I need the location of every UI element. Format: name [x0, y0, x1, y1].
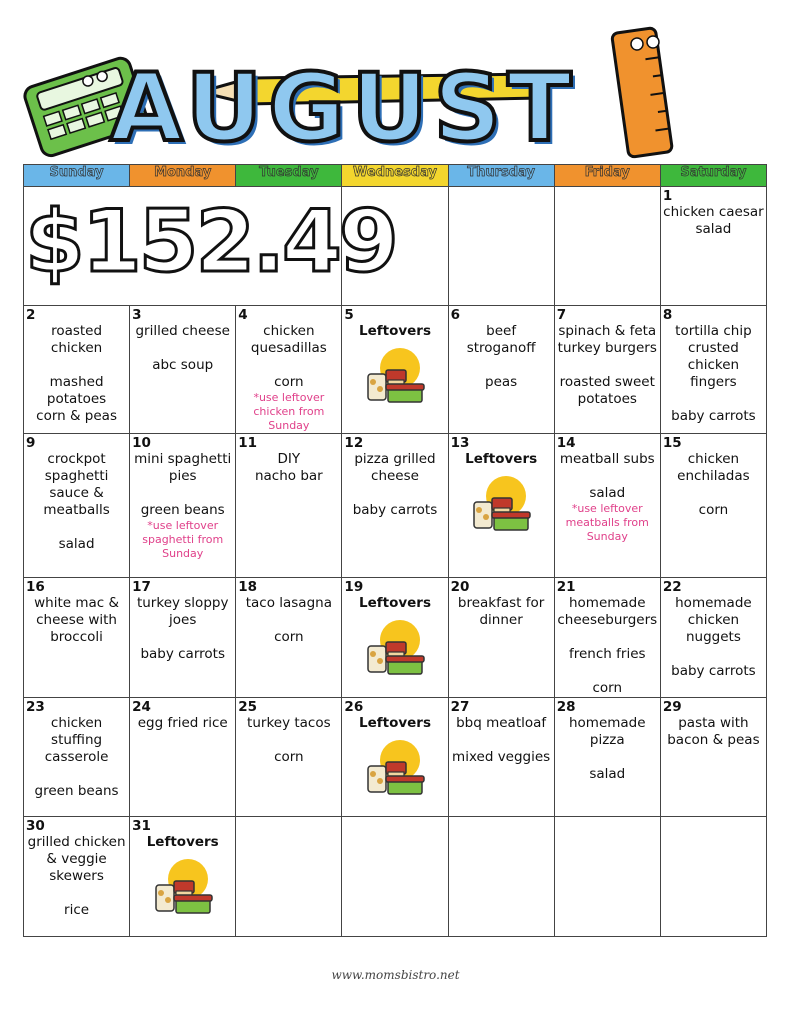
day-cell-2[interactable] [24, 306, 130, 434]
day-cell-18[interactable] [236, 578, 342, 698]
monthly-cost-cell [24, 187, 396, 306]
meal-item: peas [485, 374, 518, 390]
meal-item: salad [589, 485, 626, 501]
meal-item: homemade pizza [568, 715, 646, 748]
weekday-friday: Friday [554, 165, 660, 187]
meal-item: baby carrots [671, 663, 756, 679]
meal-list [236, 306, 341, 433]
meal-item: baby carrots [352, 502, 438, 518]
day-number: 13 [450, 435, 470, 451]
day-number: 16 [26, 579, 45, 595]
meal-list [342, 187, 447, 204]
day-number: 24 [132, 699, 151, 715]
week-row [24, 306, 767, 434]
meal-item: turkey tacos [247, 715, 331, 731]
weekday-tuesday: Tuesday [236, 165, 342, 187]
weekday-saturday: Saturday [660, 165, 766, 187]
leftovers-food-icon [364, 344, 426, 406]
day-number: 7 [556, 307, 567, 323]
day-cell-3[interactable] [130, 306, 236, 434]
empty-day-cell [342, 187, 448, 306]
empty-day-cell [236, 817, 342, 937]
meal-item: homemade chicken nuggets [675, 595, 752, 645]
day-number: 29 [662, 699, 682, 715]
day-number: 11 [238, 435, 258, 451]
day-number: 12 [344, 435, 364, 451]
day-number: 25 [238, 699, 258, 715]
meal-item: mashed potatoes corn & peas [36, 374, 117, 424]
leftovers-label: Leftovers [358, 323, 431, 339]
meal-item: salad [58, 536, 95, 552]
leftovers-food-icon [364, 736, 426, 798]
meal-item: spinach & feta turkey burgers [557, 323, 657, 356]
day-cell-8[interactable] [660, 306, 766, 434]
meal-item: french fries [569, 646, 646, 662]
meal-item: tortilla chip crusted chicken fingers [675, 323, 752, 390]
meal-item: white mac & cheese with broccoli [34, 595, 120, 645]
day-number: 17 [132, 579, 151, 595]
day-cell-28[interactable] [554, 698, 660, 817]
meal-item: crockpot spaghetti sauce & meatballs [43, 451, 110, 518]
meal-item: bbq meatloaf [456, 715, 547, 731]
day-cell-23[interactable] [24, 698, 130, 817]
day-number: 19 [344, 579, 364, 595]
footer-watermark: www.momsbistro.net [331, 968, 460, 982]
meal-item: rice [64, 902, 90, 918]
meal-item: chicken quesadillas [250, 323, 327, 356]
week-row [24, 187, 767, 306]
empty-day-cell [448, 817, 554, 937]
leftover-note: *use leftover chicken from Sunday [253, 391, 325, 432]
day-cell-15[interactable] [660, 434, 766, 578]
week-row [24, 434, 767, 578]
day-number: 5 [344, 307, 354, 323]
empty-day-cell [342, 817, 448, 937]
meal-item: chicken enchiladas [677, 451, 750, 484]
day-cell-22[interactable] [660, 578, 766, 698]
meal-list [236, 817, 341, 834]
weekday-thursday: Thursday [448, 165, 554, 187]
day-cell-24[interactable] [130, 698, 236, 817]
calendar-body [24, 187, 767, 937]
day-cell-31[interactable] [130, 817, 236, 937]
meal-item: grilled cheese [135, 323, 230, 339]
meal-item: pizza grilled cheese [354, 451, 436, 484]
header-banner [0, 0, 791, 163]
meal-item: egg fried rice [137, 715, 228, 731]
leftovers-food-icon [470, 472, 532, 534]
day-number: 21 [556, 579, 576, 595]
weekday-wednesday: Wednesday [342, 165, 448, 187]
leftover-note: *use leftover meatballs from Sunday [565, 502, 649, 543]
day-number: 1 [662, 188, 673, 204]
meal-list [24, 306, 129, 425]
day-number: 30 [26, 818, 45, 834]
meal-item: mini spaghetti pies [134, 451, 232, 484]
calendar-grid [23, 164, 767, 937]
meal-list [130, 434, 235, 561]
meal-list [449, 817, 554, 834]
total-cost-text: $152.49 [25, 192, 396, 292]
meal-item: chicken caesar salad [663, 204, 764, 237]
day-number: 28 [556, 699, 576, 715]
leftover-note: *use leftover spaghetti from Sunday [142, 519, 224, 560]
day-cell-16[interactable] [24, 578, 130, 698]
empty-day-cell [554, 187, 660, 306]
meal-item: beef stroganoff [466, 323, 536, 356]
day-cell-5[interactable] [342, 306, 448, 434]
day-cell-30[interactable] [24, 817, 130, 937]
meal-list [449, 306, 554, 391]
meal-list [449, 187, 554, 204]
day-cell-27[interactable] [448, 698, 554, 817]
day-number: 2 [26, 307, 36, 323]
weekday-sunday: Sunday [24, 165, 130, 187]
day-cell-29[interactable] [660, 698, 766, 817]
meal-list [342, 817, 447, 834]
week-row [24, 817, 767, 937]
meal-item: grilled chicken & veggie skewers [27, 834, 126, 884]
meal-item: corn [274, 629, 304, 645]
day-number: 14 [556, 435, 576, 451]
day-number: 27 [450, 699, 470, 715]
empty-day-cell [448, 187, 554, 306]
meal-list [342, 306, 447, 406]
day-number: 31 [132, 818, 151, 834]
meal-item: turkey sloppy joes [136, 595, 229, 628]
day-number: 23 [26, 699, 45, 715]
day-cell-19[interactable] [342, 578, 448, 698]
day-cell-6[interactable] [448, 306, 554, 434]
meal-item: roasted sweet potatoes [559, 374, 655, 407]
weekday-header-row [24, 165, 767, 187]
meal-item: chicken stuffing casserole [44, 715, 109, 765]
week-row [24, 578, 767, 698]
day-number: 18 [238, 579, 258, 595]
meal-item: baby carrots [140, 646, 225, 662]
meal-item: baby carrots [671, 408, 756, 424]
meal-item: roasted chicken [50, 323, 103, 356]
day-cell-26[interactable] [342, 698, 448, 817]
day-cell-13[interactable] [448, 434, 554, 578]
day-number: 8 [662, 307, 673, 323]
meal-list [555, 306, 660, 408]
meal-list [24, 434, 129, 553]
meal-item: salad [589, 766, 626, 782]
meal-item: meatball subs [559, 451, 655, 467]
meal-item: corn [274, 749, 304, 765]
day-number: 3 [132, 307, 142, 323]
meal-item: corn [698, 502, 729, 518]
leftovers-food-icon [364, 616, 426, 678]
day-number: 15 [662, 435, 682, 451]
day-cell-20[interactable] [448, 578, 554, 698]
meal-item: pasta with bacon & peas [667, 715, 760, 748]
day-number: 10 [132, 435, 151, 451]
week-row [24, 698, 767, 817]
day-cell-25[interactable] [236, 698, 342, 817]
leftovers-label: Leftovers [358, 715, 431, 731]
meal-item: corn [274, 374, 304, 390]
month-title: AUGUST [110, 54, 578, 163]
meal-list [555, 187, 660, 204]
meal-list [555, 817, 660, 834]
day-cell-1[interactable] [660, 187, 766, 306]
total-cost [25, 192, 396, 292]
meal-item: DIY nacho bar [254, 451, 323, 484]
day-cell-7[interactable] [554, 306, 660, 434]
day-cell-10[interactable] [130, 434, 236, 578]
day-number: 6 [450, 307, 460, 323]
leftovers-label: Leftovers [146, 834, 219, 850]
day-cell-4[interactable] [236, 306, 342, 434]
leftovers-food-icon [152, 855, 214, 917]
day-number: 9 [26, 435, 36, 451]
meal-item: breakfast for dinner [457, 595, 545, 628]
day-cell-21[interactable] [554, 578, 660, 698]
empty-day-cell [554, 817, 660, 937]
day-number: 22 [662, 579, 682, 595]
meal-item: corn [592, 680, 623, 696]
meal-item: green beans [140, 502, 225, 518]
meal-list [661, 817, 766, 834]
meal-list [661, 306, 766, 425]
meal-item: taco lasagna [245, 595, 332, 611]
day-cell-12[interactable] [342, 434, 448, 578]
meal-list [661, 187, 766, 238]
empty-day-cell [660, 817, 766, 937]
meal-list [130, 306, 235, 374]
day-cell-14[interactable] [554, 434, 660, 578]
day-cell-11[interactable] [236, 434, 342, 578]
day-number: 4 [238, 307, 248, 323]
meal-item: abc soup [152, 357, 214, 373]
leftovers-label: Leftovers [465, 451, 538, 467]
day-cell-9[interactable] [24, 434, 130, 578]
meal-item: green beans [34, 783, 119, 799]
meal-item: homemade cheeseburgers [557, 595, 658, 628]
weekday-monday: Monday [130, 165, 236, 187]
leftovers-label: Leftovers [358, 595, 431, 611]
meal-item: mixed veggies [452, 749, 551, 765]
day-cell-17[interactable] [130, 578, 236, 698]
day-number: 20 [450, 579, 470, 595]
day-number: 26 [344, 699, 364, 715]
